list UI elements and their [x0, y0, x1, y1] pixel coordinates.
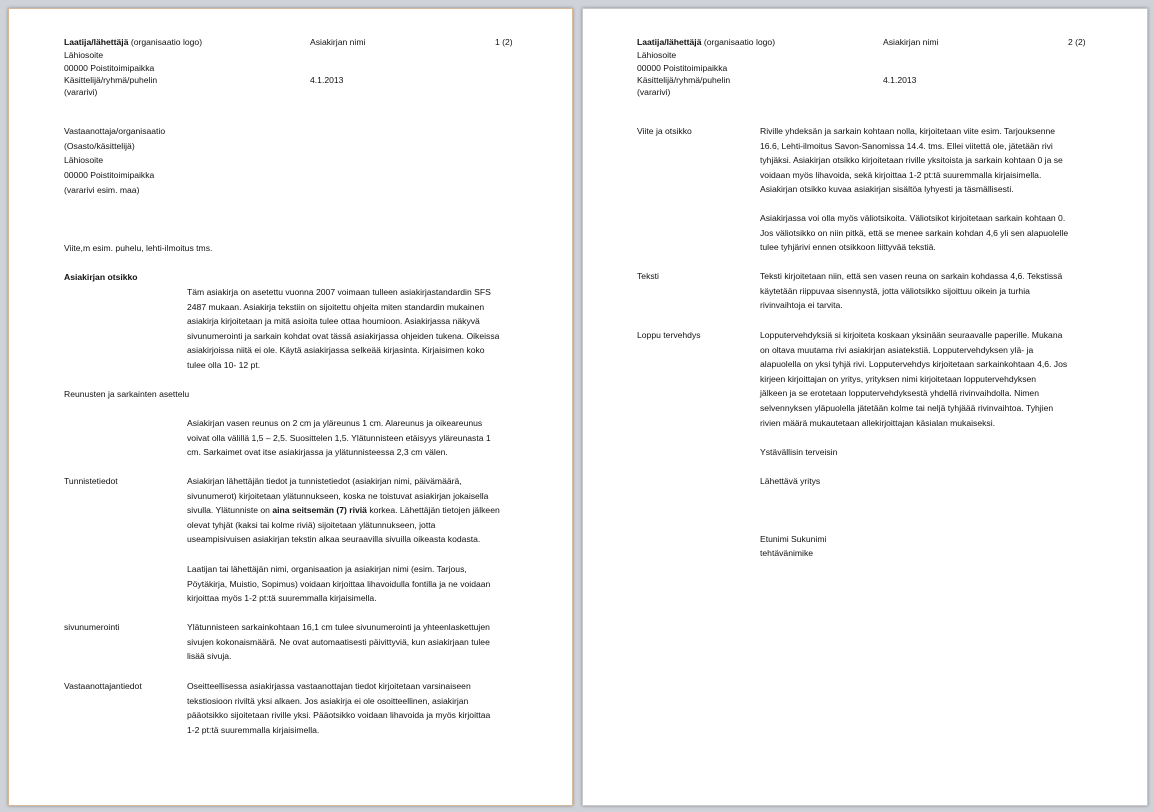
doc-name: Asiakirjan nimi — [883, 37, 939, 47]
recipient-line: (Osasto/käsittelijä) — [64, 141, 135, 151]
paging-paragraph: Ylätunnisteen sarkainkohtaan 16,1 cm tulee sivunumerointi ja yhteenlaskettujen sivujen kokonaismäärä. Ne ovat automaatisesti päivittyviä, kun asiakirjaan tulee lisää sivuja. — [187, 622, 490, 662]
sender-label: Laatija/lähettäjä — [637, 37, 702, 47]
sender-label: Laatija/lähettäjä — [64, 37, 129, 47]
intro-paragraph: Täm asiakirja on asetettu vuonna 2007 voimaan tulleen asiakirjastandardin SFS 2487 mukaan. Asiakirja tekstiin on sijoitettu ohjeita miten standardin mukainen asiakirja kirjoitetaan ja mitä asioita tulee ottaa houmioon. Asiakirjassa näkyvä sivunumerointi ja sarkain kohdat ovat tässä asiakirjassa ohjeiden tukena. Oikeissa asiakirjoissa niitä ei ole. Käytä asiakirjassa selkeää kirjasinta. Kirjaisimen koko tulee olla 10- 12 pt. — [187, 287, 500, 370]
margins-heading: Reunusten ja sarkainten asettelu — [64, 389, 190, 399]
doc-name: Asiakirjan nimi — [310, 37, 366, 47]
ident-paragraph: Asiakirjan lähettäjän tiedot ja tunnistetiedot (asiakirjan nimi, päivämäärä, sivunumerot) kirjoitetaan ylätunnukseen, koska ne toistuvat asiakirjan jokaisella sivulla. Ylätunniste on aina seitsemän (7) riviä korkea. Lähettäjän tietojen jälkeen olevat tyhjät (kaksi tai kolme riviä) sijoitetaan ylätunnukseen, jotta useampisivuisen asiakirjan tekstin alkaa seuraavilla sivuilla oikeasta kodasta. — [187, 476, 500, 545]
sender-line: 00000 Poistitoimipaikka — [64, 63, 155, 73]
reference-line: Viite,m esim. puhelu, lehti-ilmoitus tms. — [64, 243, 213, 253]
closing-label: Loppu tervehdys — [637, 330, 701, 340]
sender-line: Lähiosoite — [64, 50, 104, 60]
subhead-paragraph: Asiakirjassa voi olla myös väliotsikoita. Väliotsikot kirjoitetaan sarkain kohtaan 0. Jos väliotsikko on niin pitkä, että se menee sarkain kohdan 4,6 yli sen alapuolelle tulee tyhjärivi ennen otsikkoon liittyvää tekstiä. — [760, 213, 1069, 253]
ref-paragraph: Riville yhdeksän ja sarkain kohtaan nolla, kirjoitetaan viite esim. Tarjouksenne 16.6, Lehti-ilmoitus Savon-Sanomissa 14.4. tms. Ellei viitettä ole, jätetään rivi tyhjäksi. Asiakirjan otsikko kirjoitetaan riville yksitoista ja sarkain kohtaan 0 ja se voidaan myös lihavoida, sekä kirjoittaa 1-2 pt:tä suuremmalla kirjaisimella. Asiakirjan otsikko kuvaa asiakirjan sisältöa lyhyesti ja täsmällisesti. — [760, 126, 1063, 195]
signer-title: tehtävänimike — [760, 548, 814, 558]
ident-bold: aina seitsemän (7) riviä — [272, 505, 367, 516]
ref-label: Viite ja otsikko — [637, 126, 692, 136]
sender-line: Käsittelijä/ryhmä/puhelin — [64, 75, 158, 85]
company-name: Lähettävä yritys — [760, 476, 821, 486]
recipient-line: Vastaanottaja/organisaatio — [64, 126, 166, 136]
sender-line: Lähiosoite — [637, 50, 677, 60]
ident2-paragraph: Laatijan tai lähettäjän nimi, organisaation ja asiakirjan nimi (esim. Tarjous, Pöytäkirja, Muistio, Sopimus) voidaan kirjoittaa lihavoidulla fontilla ja ne voidaan kirjoittaa myös 1-2 pt:tä suuremmalla kirjaisimella. — [187, 564, 491, 604]
recipient-line: Lähiosoite — [64, 155, 104, 165]
greeting: Ystävällisin terveisin — [760, 447, 838, 457]
document-title: Asiakirjan otsikko — [64, 272, 138, 282]
recipient-line: (vararivi esim. maa) — [64, 185, 140, 195]
document-page-2 — [582, 8, 1148, 806]
recipient-info-paragraph: Oseitteellisessa asiakirjassa vastaanottajan tiedot kirjoitetaan varsinaiseen tekstiosioon riviltä yksi alkaen. Jos asiakirja ei ole osoitteellinen, asiakirjan pääotsikko sijoitetaan riville yksi. Pääotsikko voidaan lihavoida ja myös kirjoittaa 1-2 pt:tä suuremmalla kirjaisimella. — [187, 681, 491, 735]
signer-name: Etunimi Sukunimi — [760, 534, 827, 544]
logo-note: (organisaatio logo) — [703, 37, 776, 47]
logo-note: (organisaatio logo) — [130, 37, 203, 47]
text-paragraph: Teksti kirjoitetaan niin, että sen vasen reuna on sarkain kohdassa 4,6. Tekstissä käytetään riippuvaa sisennystä, jotta väliotsikko sijoittuu oikein ja turhia rivinvaihtoja ei tarvita. — [760, 271, 1063, 311]
ident-label: Tunnistetiedot — [64, 476, 118, 486]
sender-line: (vararivi) — [637, 87, 671, 97]
page-number: 2 (2) — [1068, 37, 1086, 47]
sender-line: 00000 Poistitoimipaikka — [637, 63, 728, 73]
doc-date: 4.1.2013 — [310, 75, 344, 85]
document-page-1 — [8, 8, 573, 806]
margins-paragraph: Asiakirjan vasen reunus on 2 cm ja yläreunus 1 cm. Alareunus ja oikeareunus voivat olla välillä 1,5 – 2,5. Suosittelen 1,5. Ylätunnisteen etäisyys yläreunasta 1 cm. Sarkaimet ovat itse asiakirjassa ja ylätunnisteessa 2,3 cm välen. — [187, 418, 491, 458]
page-number: 1 (2) — [495, 37, 513, 47]
sender-line: (vararivi) — [64, 87, 98, 97]
doc-date: 4.1.2013 — [883, 75, 917, 85]
paging-label: sivunumerointi — [64, 622, 120, 632]
sender-line: Käsittelijä/ryhmä/puhelin — [637, 75, 731, 85]
recipient-info-label: Vastaanottajantiedot — [64, 681, 142, 691]
text-label: Teksti — [637, 271, 659, 281]
recipient-line: 00000 Poistitoimipaikka — [64, 170, 155, 180]
closing-paragraph: Lopputervehdyksiä si kirjoiteta koskaan yksinään seuraavalle paperille. Mukana on oltava muutama rivi asiakirjan asiatekstiä. Lopputervehdyksen ylä- ja alapuolella on yksi tyhjä rivi. Lopputervehdys kirjoitetaan sarkainkohtaan 4,6. Jos kirjeen kirjoittajan on yritys, yrityksen nimi kirjoitetaan lopputervehdyksen jälkeen ja se erotetaan lopputervehdyksestä yhdellä rivinvaihdolla. Nimen selvennyksen yläpuolella jätetään kolme tai neljä tyhjäää rivinvaihtoa. Tyhjien rivien määrä mukautetaan allekirjoittajan käsialan mukaiseksi. — [760, 330, 1068, 428]
